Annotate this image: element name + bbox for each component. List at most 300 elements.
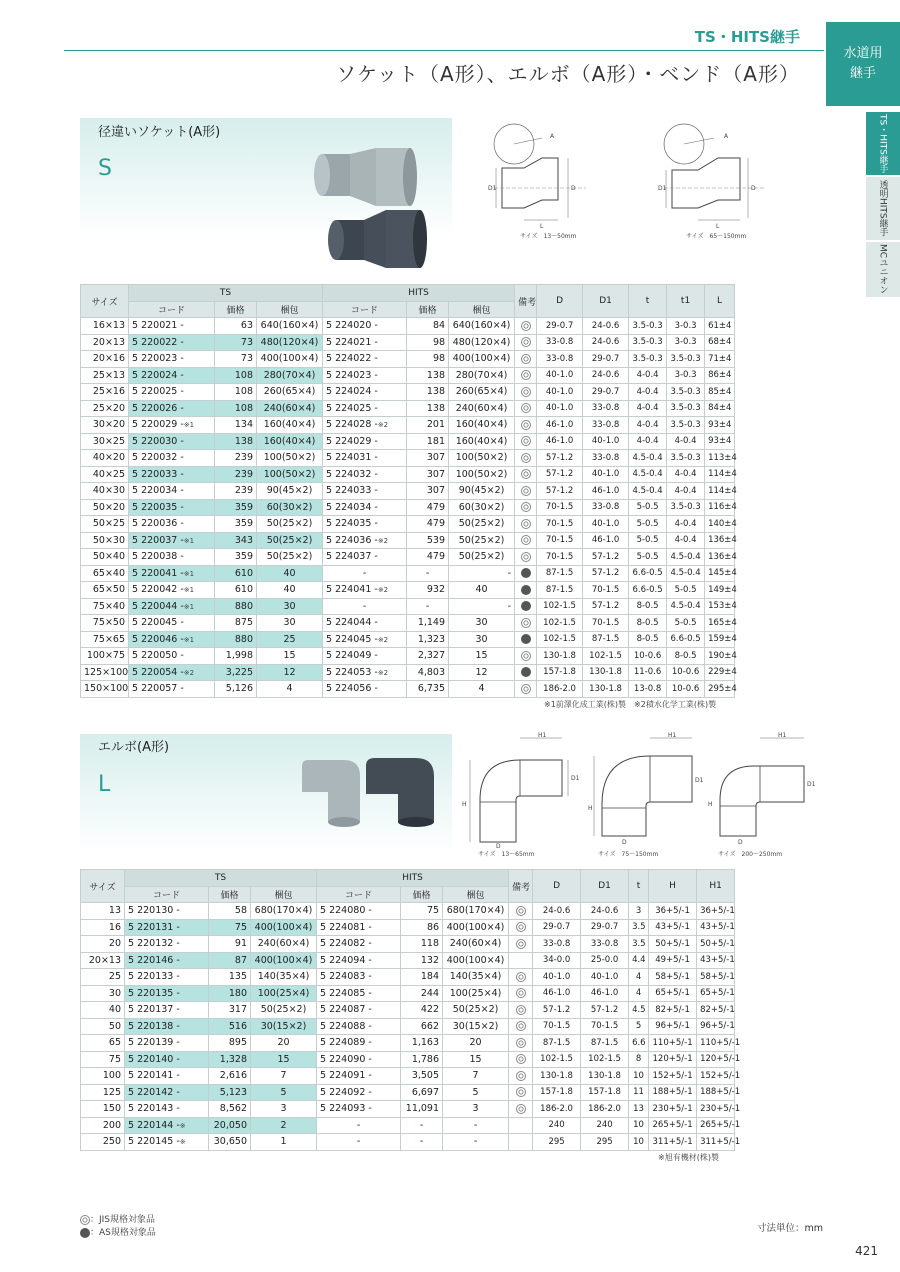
t-cell: 3.5-0.3 (629, 318, 667, 335)
t1-cell: 3.5-0.3 (667, 400, 705, 417)
t-cell: 3.5 (629, 936, 649, 953)
ts-code-cell (129, 483, 215, 500)
d1-cell: 57-1.2 (583, 549, 629, 566)
note-cell (515, 334, 537, 351)
ts-code-cell (125, 1101, 209, 1118)
diagram-label-l: L (716, 223, 720, 230)
d1-cell: 70-1.5 (583, 615, 629, 632)
t-cell: 8-0.5 (629, 615, 667, 632)
code-text: 5 220022 - (132, 336, 184, 348)
side-tab-mc-union[interactable] (866, 242, 900, 298)
maker-mark: ※1 (183, 602, 195, 611)
d-cell: 130-1.8 (533, 1068, 581, 1085)
ts-code-cell (129, 334, 215, 351)
hits-code-cell: 5 224090 - (317, 1051, 401, 1068)
hits-code-cell: 5 224092 - (317, 1084, 401, 1101)
size-cell: 40×25 (81, 466, 129, 483)
note-cell (509, 1018, 533, 1035)
t-cell: 5 (629, 1018, 649, 1035)
code-text: 5 224041 - (326, 584, 378, 596)
ts-price-cell: 239 (215, 450, 257, 467)
hits-code-cell (323, 582, 407, 599)
d1-cell: 295 (581, 1134, 629, 1151)
d-cell: 87-1.5 (537, 565, 583, 582)
header-ts: TS (129, 285, 323, 302)
note-cell (509, 1068, 533, 1085)
ts-pack-cell: 1 (251, 1134, 317, 1151)
hits-price-cell: 244 (401, 985, 443, 1002)
header-ts-pack: 梱包 (251, 886, 317, 903)
header-size: サイズ (81, 870, 125, 903)
ts-price-cell: 516 (209, 1018, 251, 1035)
hits-code-cell (323, 400, 407, 417)
table-row (81, 985, 735, 1002)
ts-code-cell (129, 367, 215, 384)
d-cell: 240 (533, 1117, 581, 1134)
elbow-section-title: エルボ(A形) (98, 740, 170, 755)
hits-code-cell (323, 516, 407, 533)
l-cell: 145±4 (705, 565, 735, 582)
as-mark-icon (521, 667, 531, 677)
hits-pack-cell: 260(65×4) (449, 384, 515, 401)
l-cell: 93±4 (705, 417, 735, 434)
t1-cell: 6.6-0.5 (667, 631, 705, 648)
ts-pack-cell: 12 (257, 664, 323, 681)
d1-cell: 102-1.5 (581, 1051, 629, 1068)
hits-price-cell: 422 (401, 1002, 443, 1019)
t-cell: 3 (629, 903, 649, 920)
hits-price-cell: - (407, 598, 449, 615)
legend-as-text: ：AS規格対象品 (90, 1228, 156, 1238)
unit-label: 寸法単位：mm (756, 1223, 823, 1234)
t1-cell: 4.5-0.4 (667, 565, 705, 582)
size-cell: 150×100 (81, 681, 129, 698)
t-cell: 13 (629, 1101, 649, 1118)
header-d: D (537, 285, 583, 318)
jis-mark-icon (516, 922, 526, 932)
t-cell: 4.4 (629, 952, 649, 969)
ts-pack-cell: 15 (257, 648, 323, 665)
note-cell (515, 400, 537, 417)
hits-pack-cell: 480(120×4) (449, 334, 515, 351)
h1-cell: 82+5/-1 (697, 1002, 735, 1019)
diagram-label-d: D (622, 839, 627, 846)
hits-price-cell: 479 (407, 499, 449, 516)
jis-mark-icon (521, 387, 531, 397)
code-text: 5 220132 - (128, 938, 180, 950)
hits-price-cell: 11,091 (401, 1101, 443, 1118)
t-cell: 10 (629, 1068, 649, 1085)
l-cell: 116±4 (705, 499, 735, 516)
hits-price-cell: 479 (407, 516, 449, 533)
legend-jis-text: ：JIS規格対象品 (90, 1215, 156, 1225)
ts-price-cell: 880 (215, 631, 257, 648)
code-text: 5 220029 - (132, 419, 184, 431)
ts-pack-cell: 160(40×4) (257, 417, 323, 434)
jis-mark-icon (521, 469, 531, 479)
table-row (81, 384, 735, 401)
hits-code-cell (323, 433, 407, 450)
code-text: 5 220054 - (132, 666, 184, 678)
code-text: 5 224034 - (326, 501, 378, 513)
t-cell: 4-0.4 (629, 400, 667, 417)
ts-price-cell: 8,562 (209, 1101, 251, 1118)
ts-pack-cell: 40 (257, 565, 323, 582)
h-cell: 49+5/-1 (649, 952, 697, 969)
maker-mark: ※2 (377, 586, 389, 595)
ts-code-cell (129, 532, 215, 549)
side-tab-clear-hits[interactable] (866, 177, 900, 241)
hits-pack-cell: 400(100×4) (443, 952, 509, 969)
ts-pack-cell: 60(30×2) (257, 499, 323, 516)
hits-price-cell: 932 (407, 582, 449, 599)
ts-pack-cell: 140(35×4) (251, 969, 317, 986)
size-cell: 20 (81, 936, 125, 953)
code-text: 5 220046 - (132, 633, 184, 645)
t1-cell: 3-0.3 (667, 334, 705, 351)
hits-code-cell: 5 224091 - (317, 1068, 401, 1085)
table-row (81, 1018, 735, 1035)
ts-pack-cell: 480(120×4) (257, 334, 323, 351)
d1-cell: 40-1.0 (581, 969, 629, 986)
code-text: 5 220141 - (128, 1070, 180, 1082)
code-text: 5 220050 - (132, 650, 184, 662)
note-cell (515, 384, 537, 401)
h1-cell: 96+5/-1 (697, 1018, 735, 1035)
ts-code-cell (129, 598, 215, 615)
ts-pack-cell: 15 (251, 1051, 317, 1068)
table-row (81, 1101, 735, 1118)
code-text: 5 224033 - (326, 485, 378, 497)
ts-code-cell (125, 1035, 209, 1052)
size-cell: 30×25 (81, 433, 129, 450)
note-cell (509, 1051, 533, 1068)
legend-jis (80, 1212, 155, 1225)
h-cell: 58+5/-1 (649, 969, 697, 986)
hits-code-cell: - (317, 1134, 401, 1151)
ts-code-cell (129, 499, 215, 516)
l-cell: 149±4 (705, 582, 735, 599)
size-cell: 75×40 (81, 598, 129, 615)
ts-price-cell: 239 (215, 466, 257, 483)
size-cell: 50×40 (81, 549, 129, 566)
header-ts-price: 価格 (209, 886, 251, 903)
side-tab-label: 透明HITS継手 (877, 180, 888, 237)
d-cell: 70-1.5 (537, 549, 583, 566)
note-cell (509, 1084, 533, 1101)
hits-pack-cell: 60(30×2) (449, 499, 515, 516)
d-cell: 24-0.6 (533, 903, 581, 920)
hits-code-cell (323, 367, 407, 384)
h-cell: 50+5/-1 (649, 936, 697, 953)
ts-pack-cell: 50(25×2) (257, 516, 323, 533)
header-d: D (533, 870, 581, 903)
note-cell (509, 1101, 533, 1118)
t-cell: 4-0.4 (629, 367, 667, 384)
hits-code-cell (323, 631, 407, 648)
diagram-label-d1: D1 (571, 775, 580, 782)
d1-cell: 57-1.2 (583, 565, 629, 582)
legend-as (80, 1225, 156, 1238)
hits-price-cell: 181 (407, 433, 449, 450)
t1-cell: 3-0.3 (667, 367, 705, 384)
ts-price-cell: 359 (215, 499, 257, 516)
h1-cell: 65+5/-1 (697, 985, 735, 1002)
note-cell (515, 351, 537, 368)
d-cell: 46-1.0 (537, 417, 583, 434)
size-cell: 100×75 (81, 648, 129, 665)
diagram-label-a: A (724, 133, 729, 140)
table-row (81, 400, 735, 417)
hits-pack-cell: 90(45×2) (449, 483, 515, 500)
hits-price-cell: 479 (407, 549, 449, 566)
diagram-caption: サイズ 75〜150mm (598, 851, 659, 858)
h-cell: 152+5/-1 (649, 1068, 697, 1085)
h-cell: 311+5/-1 (649, 1134, 697, 1151)
jis-mark-icon (521, 552, 531, 562)
category-line-2: 継手 (849, 66, 876, 81)
code-text: 5 220057 - (132, 683, 184, 695)
size-cell: 75 (81, 1051, 125, 1068)
size-cell: 65×40 (81, 565, 129, 582)
d-cell: 102-1.5 (537, 631, 583, 648)
diagram-label-d: D (738, 839, 743, 846)
hits-pack-cell: 50(25×2) (443, 1002, 509, 1019)
h1-cell: 36+5/-1 (697, 903, 735, 920)
hits-price-cell: 662 (401, 1018, 443, 1035)
size-cell: 65×50 (81, 582, 129, 599)
t-cell: 4.5-0.4 (629, 450, 667, 467)
table-row (81, 969, 735, 986)
size-cell: 40 (81, 1002, 125, 1019)
d1-cell: 33-0.8 (583, 450, 629, 467)
t-cell: 4-0.4 (629, 384, 667, 401)
t-cell: 4 (629, 985, 649, 1002)
table-row (81, 952, 735, 969)
hits-pack-cell: 50(25×2) (449, 532, 515, 549)
ts-price-cell: 87 (209, 952, 251, 969)
ts-price-cell: 880 (215, 598, 257, 615)
ts-pack-cell: 400(100×4) (257, 351, 323, 368)
socket-dark-product (328, 210, 427, 268)
code-text: 5 220042 - (132, 584, 184, 596)
table-row (81, 664, 735, 681)
jis-mark-icon (521, 502, 531, 512)
hits-pack-cell: 280(70×4) (449, 367, 515, 384)
header-hits: HITS (317, 870, 509, 887)
note-cell (515, 499, 537, 516)
diagram-caption: サイズ 13〜65mm (478, 851, 535, 858)
h-cell: 188+5/-1 (649, 1084, 697, 1101)
header-d1: D1 (581, 870, 629, 903)
hits-pack-cell: - (443, 1117, 509, 1134)
h-cell: 265+5/-1 (649, 1117, 697, 1134)
hits-price-cell: 3,505 (401, 1068, 443, 1085)
d-cell: 70-1.5 (537, 499, 583, 516)
d-cell: 186-2.0 (537, 681, 583, 698)
header-h: H (649, 870, 697, 903)
hits-price-cell: 6,697 (401, 1084, 443, 1101)
ts-code-cell (129, 582, 215, 599)
note-cell (509, 919, 533, 936)
d-cell: 29-0.7 (533, 919, 581, 936)
code-text: 5 224022 - (326, 353, 378, 365)
hits-pack-cell: 15 (443, 1051, 509, 1068)
diagram-label-h1: H1 (668, 732, 677, 739)
diagram-caption: サイズ 200〜250mm (718, 851, 783, 858)
diagram-label-d: D (751, 185, 756, 192)
note-cell (515, 532, 537, 549)
d1-cell: 46-1.0 (583, 532, 629, 549)
t1-cell: 5-0.5 (667, 615, 705, 632)
ts-pack-cell: 640(160×4) (257, 318, 323, 335)
d1-cell: 70-1.5 (583, 582, 629, 599)
code-text: 5 220033 - (132, 468, 184, 480)
table-row (81, 417, 735, 434)
d-cell: 87-1.5 (533, 1035, 581, 1052)
code-text: 5 224020 - (326, 320, 378, 332)
d1-cell: 24-0.6 (583, 318, 629, 335)
d-cell: 102-1.5 (537, 615, 583, 632)
l-cell: 85±4 (705, 384, 735, 401)
ts-price-cell: 91 (209, 936, 251, 953)
size-cell: 200 (81, 1117, 125, 1134)
code-text: 5 224028 - (326, 419, 378, 431)
ts-pack-cell: 30(15×2) (251, 1018, 317, 1035)
jis-mark-icon (521, 370, 531, 380)
hits-pack-cell: 640(160×4) (449, 318, 515, 335)
code-text: 5 224037 - (326, 551, 378, 563)
side-tab-ts-hits[interactable] (866, 112, 900, 176)
table-row (81, 516, 735, 533)
d-cell: 40-1.0 (537, 384, 583, 401)
h1-cell: 265+5/-1 (697, 1117, 735, 1134)
hits-code-cell: 5 224087 - (317, 1002, 401, 1019)
table-row (81, 532, 735, 549)
d1-cell: 70-1.5 (581, 1018, 629, 1035)
table-row (81, 1134, 735, 1151)
ts-price-cell: 180 (209, 985, 251, 1002)
h-cell: 110+5/-1 (649, 1035, 697, 1052)
elbow-diagram-small (462, 730, 588, 858)
hits-price-cell: 539 (407, 532, 449, 549)
diagram-label-d: D (496, 843, 501, 850)
jis-mark-icon (521, 618, 531, 628)
ts-price-cell: 895 (209, 1035, 251, 1052)
header-t1: t1 (667, 285, 705, 318)
ts-code-cell (125, 1068, 209, 1085)
header-ts-code: コード (129, 301, 215, 318)
table-row (81, 919, 735, 936)
d-cell: 33-0.8 (533, 936, 581, 953)
code-text: 5 220030 - (132, 435, 184, 447)
category-line-1: 水道用 (843, 46, 883, 61)
as-mark-icon (521, 601, 531, 611)
ts-pack-cell: 400(100×4) (251, 952, 317, 969)
t-cell: 6.6-0.5 (629, 582, 667, 599)
page-number: 421 (855, 1244, 878, 1258)
code-text: 5 220037 - (132, 534, 184, 546)
table-row (81, 631, 735, 648)
note-cell (515, 549, 537, 566)
maker-mark: ※2 (183, 668, 195, 677)
t-cell: 11-0.6 (629, 664, 667, 681)
ts-code-cell (125, 952, 209, 969)
header-hits-pack: 梱包 (449, 301, 515, 318)
code-text: 5 220139 - (128, 1037, 180, 1049)
diagram-label-h1: H1 (778, 732, 787, 739)
h-cell: 230+5/-1 (649, 1101, 697, 1118)
t-cell: 4-0.4 (629, 417, 667, 434)
t-cell: 10 (629, 1134, 649, 1151)
as-mark-icon (521, 568, 531, 578)
d1-cell: 29-0.7 (583, 351, 629, 368)
t-cell: 10 (629, 1117, 649, 1134)
ts-pack-cell: 30 (257, 615, 323, 632)
hits-price-cell: 86 (401, 919, 443, 936)
diagram-label-h: H (708, 801, 713, 808)
code-text: 5 220035 - (132, 501, 184, 513)
as-mark-icon (521, 585, 531, 595)
t1-cell: 3.5-0.3 (667, 417, 705, 434)
diagram-label-d: D (571, 185, 576, 192)
hits-pack-cell: 100(25×4) (443, 985, 509, 1002)
t1-cell: 8-0.5 (667, 648, 705, 665)
size-cell: 25×13 (81, 367, 129, 384)
l-cell: 190±4 (705, 648, 735, 665)
hits-code-cell (323, 334, 407, 351)
table-row (81, 1117, 735, 1134)
t1-cell: 4-0.4 (667, 532, 705, 549)
d-cell: 186-2.0 (533, 1101, 581, 1118)
code-text: 5 224036 - (326, 534, 378, 546)
ts-pack-cell: 100(25×4) (251, 985, 317, 1002)
header-ts: TS (125, 870, 317, 887)
ts-pack-cell: 280(70×4) (257, 367, 323, 384)
d-cell: 57-1.2 (537, 450, 583, 467)
ts-code-cell (125, 1018, 209, 1035)
size-cell: 50 (81, 1018, 125, 1035)
size-cell: 50×20 (81, 499, 129, 516)
hits-price-cell: 98 (407, 351, 449, 368)
ts-price-cell: 359 (215, 516, 257, 533)
hits-pack-cell: 30 (449, 631, 515, 648)
socket-section-title: 径違いソケット(A形) (98, 125, 221, 140)
ts-code-cell (125, 1051, 209, 1068)
header-rule (64, 50, 824, 51)
hits-pack-cell: 100(50×2) (449, 466, 515, 483)
size-cell: 50×30 (81, 532, 129, 549)
diagram-label-h1: H1 (538, 732, 547, 739)
elbow-section-letter: L (98, 772, 111, 797)
table-row (81, 318, 735, 335)
hits-code-cell (323, 664, 407, 681)
ts-price-cell: 58 (209, 903, 251, 920)
ts-price-cell: 108 (215, 367, 257, 384)
header-t: t (629, 285, 667, 318)
jis-mark-icon (516, 1038, 526, 1048)
d-cell: 157-1.8 (537, 664, 583, 681)
jis-mark-icon (80, 1215, 90, 1225)
jis-mark-icon (516, 1021, 526, 1031)
t-cell: 4-0.4 (629, 433, 667, 450)
jis-mark-icon (521, 420, 531, 430)
ts-code-cell (129, 384, 215, 401)
d-cell: 46-1.0 (533, 985, 581, 1002)
table-row (81, 648, 735, 665)
hits-price-cell: 138 (407, 400, 449, 417)
d-cell: 70-1.5 (537, 532, 583, 549)
